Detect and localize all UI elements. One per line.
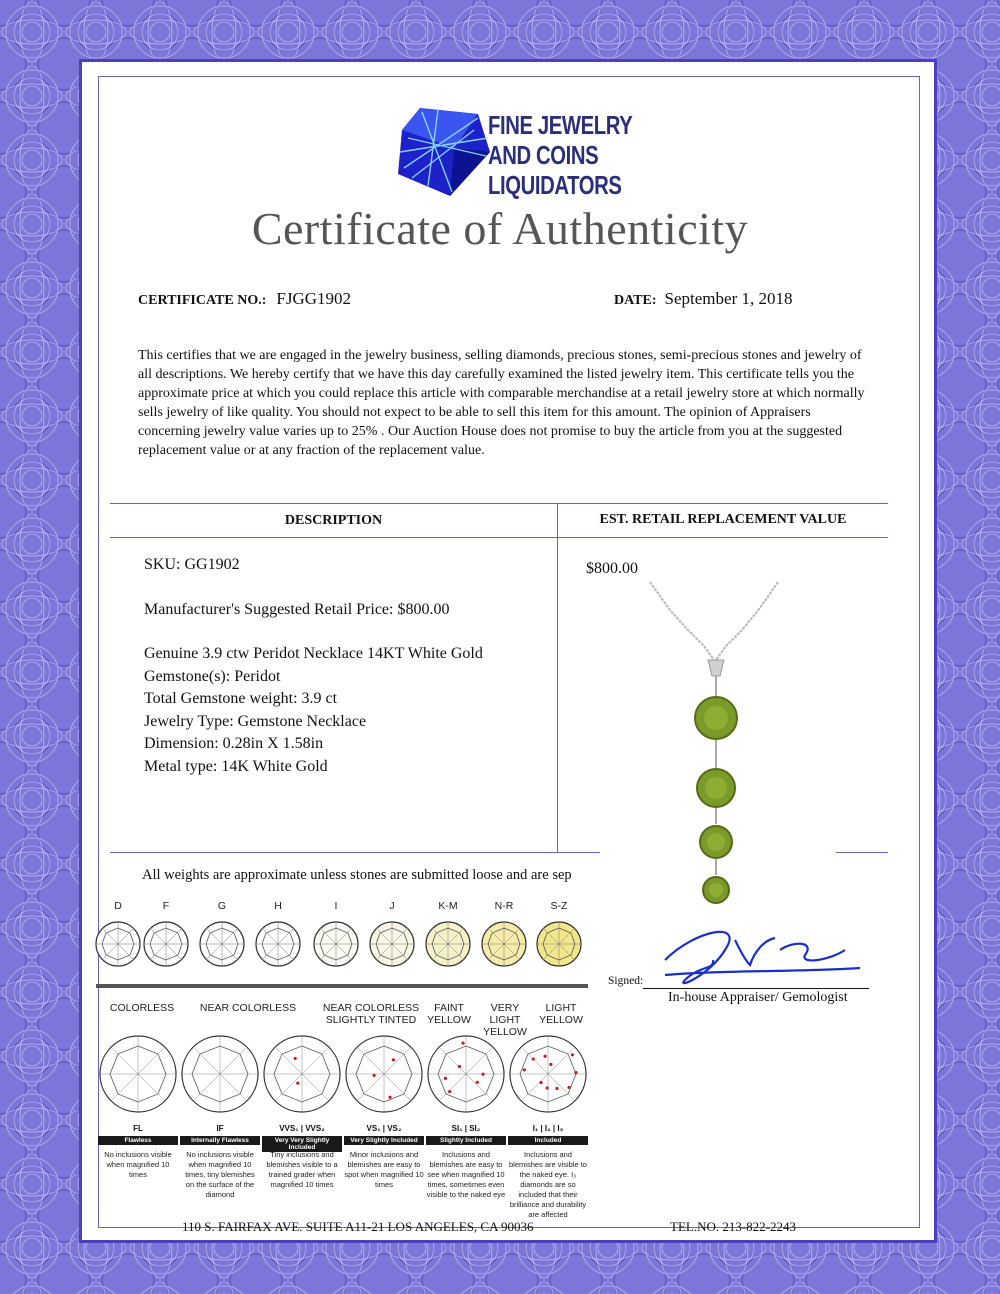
color-letter: H [274,900,282,912]
clarity-grade: VS₁ | VS₂ [366,1124,402,1133]
color-group-label: LIGHT YELLOW [539,1002,583,1026]
clarity-grade: FL [133,1124,143,1133]
color-diamond-icon [535,920,583,968]
desc-line-1: Genuine 3.9 ctw Peridot Necklace 14KT White Gold [144,645,483,662]
clarity-name: Slightly Included [426,1136,506,1145]
desc-line-3: Total Gemstone weight: 3.9 ct [144,690,338,707]
signature-line [643,988,869,989]
footer-phone: TEL.NO. 213-822-2243 [670,1219,797,1234]
clarity-grade-chart [96,1034,592,1219]
value-header: EST. RETAIL REPLACEMENT VALUE [599,512,847,527]
clarity-grade: IF [216,1124,224,1133]
color-letter: F [162,900,170,912]
clarity-diamond-icon [426,1034,506,1114]
clarity-description: Minor inclusions and blemishes are easy to spot when magnified 10 times [344,1150,424,1189]
page-title: Certificate of Authenticity [251,203,749,254]
color-group-label: VERY LIGHT YELLOW [483,1002,527,1038]
clarity-description: Inclusions and blemishes are easy to see when magnified 10 times, sometimes even visible to the naked eye [426,1150,506,1199]
clarity-diamond-icon [508,1034,588,1114]
color-diamond-icon [480,920,528,968]
color-letter: J [389,900,395,912]
color-letter: N-R [494,900,514,912]
weights-note: All weights are approximate unless stones are submitted loose and are sep [142,867,572,883]
clarity-diamond-icon [262,1034,342,1114]
color-letter: K-M [438,900,458,912]
certificate-no-value: FJGG1902 [276,289,351,308]
color-letter: S-Z [550,900,568,912]
desc-line-4: Jewelry Type: Gemstone Necklace [144,712,367,730]
clarity-name: Internally Flawless [180,1136,260,1145]
brand-line-3: LIQUIDATORS [488,170,622,200]
clarity-description: No inclusions visible when magnified 10 times [104,1150,172,1179]
color-diamond-icon [368,920,416,968]
color-diamond-icon [424,920,472,968]
clarity-diamond-icon [98,1034,178,1114]
color-group-label: NEAR COLORLESS [199,1002,297,1014]
replacement-value: $800.00 [586,560,638,577]
appraiser-role: In-house Appraiser/ Gemologist [668,990,848,1005]
color-letter: G [217,900,227,912]
clarity-diamond-icon [344,1034,424,1114]
color-group-label: COLORLESS [109,1002,175,1014]
table-header-rule [110,537,888,538]
signed-label: Signed: [608,975,644,987]
signature-image [655,920,865,990]
color-diamond-icon [254,920,302,968]
color-grade-chart [96,896,592,1046]
clarity-grade: I₁ | I₂ | I₃ [532,1124,564,1133]
color-group-label: FAINT YELLOW [427,1002,471,1026]
table-top-rule [110,503,888,504]
date-value: September 1, 2018 [664,289,793,308]
color-diamond-icon [94,920,142,968]
brand-line-2: AND COINS [488,140,599,170]
color-group-label: NEAR COLORLESS SLIGHTLY TINTED [322,1002,420,1026]
color-letter: I [334,900,338,912]
table-column-divider [557,503,558,852]
color-letter: D [114,900,122,912]
necklace-image [600,580,836,910]
clarity-diamond-icon [180,1034,260,1114]
clarity-description: No inclusions visible when magnified 10 times, tiny blemishes on the surface of the diamond [185,1150,255,1199]
desc-line-5: Dimension: 0.28in X 1.58in [144,735,324,752]
date-label: DATE: [614,293,657,308]
intro-paragraph: This certifies that we are engaged in the jewelry business, selling diamonds, precious stones, semi-precious stones and jewelry of all descriptions. We hereby certify that we have this day carefully examined the listed jewelry item. This certificate tells you the approximate price at which you could replace this article with comparable merchandise at a retail jewelry store at which normally sells jewelry of like quality. You should not expect to be able to sell this item for this amount. The opinion of Appraisers concerning jewelry value varies up to 25% . Our Auction House does not promise to buy the article from you at the suggested replacement value or at any fraction of the replacement value. [138,348,865,458]
color-diamond-icon [312,920,360,968]
sku-line: SKU: GG1902 [144,556,240,573]
clarity-name: Very Slightly Included [344,1136,424,1145]
clarity-name: Flawless [98,1136,178,1145]
brand-line-1: FINE JEWELRY [488,110,633,140]
msrp-line: Manufacturer's Suggested Retail Price: $800.00 [144,600,450,618]
color-diamond-icon [142,920,190,968]
clarity-name: Included [508,1136,588,1145]
diamond-logo-icon [398,108,490,196]
clarity-description: Inclusions and blemishes are visible to the naked eye. I₃ diamonds are so included that their brilliance and durability are affected [509,1150,587,1219]
desc-line-2: Gemstone(s): Peridot [144,667,281,685]
color-diamond-icon [198,920,246,968]
color-scale-bar [96,984,588,988]
certificate-no-label: CERTIFICATE NO.: [138,293,267,308]
desc-line-6: Metal type: 14K White Gold [144,757,328,775]
footer-address: 110 S. FAIRFAX AVE. SUITE A11-21 LOS ANGELES, CA 90036 [182,1219,534,1234]
clarity-description: Tiny inclusions and blemishes visible to a trained grader when magnified 10 times [266,1150,338,1189]
clarity-grade: SI₁ | SI₂ [451,1124,481,1133]
clarity-grade: VVS₁ | VVS₂ [279,1124,325,1133]
clarity-name: Very Very Slightly Included [262,1136,342,1152]
description-header: DESCRIPTION [284,513,383,528]
